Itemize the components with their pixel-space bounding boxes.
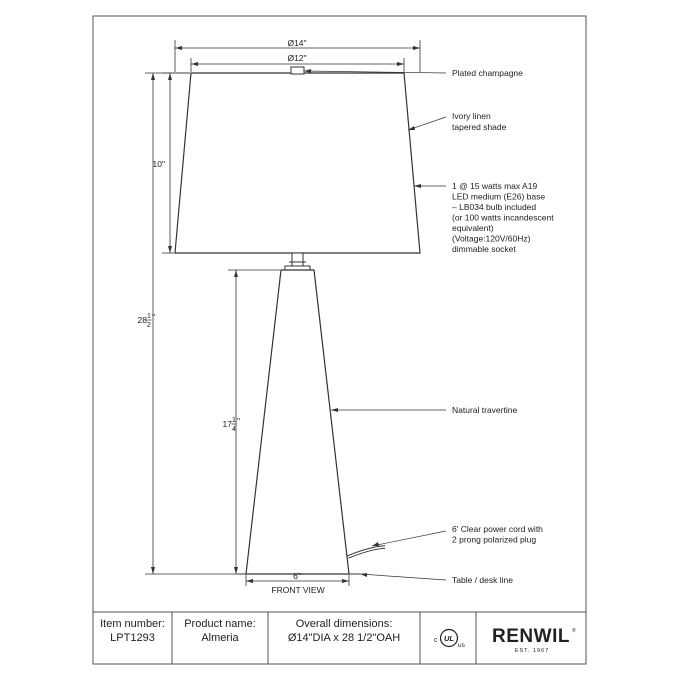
socket-neck bbox=[292, 253, 303, 266]
callout-bulb-line: dimmable socket bbox=[452, 244, 516, 254]
brand-name: RENWIL bbox=[492, 626, 570, 647]
dimension-overall-height bbox=[145, 73, 245, 574]
finial bbox=[291, 67, 304, 74]
overall-dimensions-value: Ø14"DIA x 28 1/2"OAH bbox=[287, 632, 401, 644]
item-number-value: LPT1293 bbox=[110, 632, 155, 644]
dim-overall-height-num: 1 bbox=[147, 313, 151, 320]
callout-cord-line: 6' Clear power cord with bbox=[452, 524, 543, 534]
overall-dimensions-label: Overall dimensions: bbox=[295, 618, 393, 630]
callout-cord bbox=[452, 524, 545, 545]
ul-certification-mark bbox=[434, 630, 466, 650]
callout-shade-line: Ivory linen bbox=[452, 111, 491, 121]
product-name-value: Almeria bbox=[201, 632, 239, 644]
title-cell-item bbox=[93, 617, 172, 661]
callout-cord-line: 2 prong polarized plug bbox=[452, 534, 537, 545]
dim-shade-inner-dia: Ø12" bbox=[287, 53, 307, 63]
leader-lines bbox=[304, 71, 446, 580]
dim-base-height-num: 1 bbox=[232, 417, 236, 424]
dim-base-height-whole: 17 bbox=[222, 419, 232, 429]
cert-ul: UL bbox=[444, 634, 454, 643]
callout-finial-line: Plated champagne bbox=[452, 68, 523, 78]
dim-shade-height: 10" bbox=[152, 159, 165, 169]
title-cell-product bbox=[172, 617, 268, 661]
callout-bulb-line: equivalent) bbox=[452, 223, 494, 233]
dim-base-height-suffix: " bbox=[237, 416, 241, 426]
cert-c: c bbox=[434, 637, 438, 644]
brand-tagline: EST. 1967 bbox=[514, 648, 550, 654]
dim-overall-height-whole: 28 bbox=[137, 315, 147, 325]
lamp-body-travertine bbox=[246, 270, 349, 574]
dim-overall-height-suffix: " bbox=[152, 312, 156, 322]
view-label: FRONT VIEW bbox=[271, 585, 325, 595]
callout-body bbox=[452, 405, 517, 415]
callout-shade bbox=[452, 111, 507, 132]
dim-overall-height-den: 2 bbox=[147, 322, 151, 329]
product-name-label: Product name: bbox=[184, 618, 256, 630]
dimension-shade-height bbox=[162, 73, 190, 253]
callout-bulb bbox=[452, 181, 556, 254]
callout-bulb-line: – LB034 bulb included bbox=[452, 202, 537, 212]
callout-bulb-line: 1 @ 15 watts max A19 bbox=[452, 181, 538, 191]
callout-bulb-line: (Voltage:120V/60Hz) bbox=[452, 233, 531, 244]
renwil-logo bbox=[492, 626, 576, 654]
dim-shade-top-dia: Ø14" bbox=[287, 38, 307, 48]
callout-body-line: Natural travertine bbox=[452, 405, 518, 415]
callout-table-line: Table / desk line bbox=[452, 575, 513, 585]
callout-finial bbox=[452, 68, 523, 78]
cert-us: us bbox=[458, 642, 465, 649]
callout-bulb-line: LED medium (E26) base bbox=[452, 191, 546, 202]
leader-arrowheads bbox=[304, 69, 421, 577]
callout-bulb-line: (or 100 watts incandescent bbox=[452, 212, 554, 223]
page-border bbox=[93, 16, 586, 664]
dim-base-width: 6" bbox=[293, 571, 301, 581]
dim-base-height-den: 4 bbox=[232, 426, 236, 433]
item-number-label: Item number: bbox=[100, 618, 165, 630]
lamp-shade bbox=[175, 73, 420, 253]
callout-table bbox=[452, 575, 513, 585]
brand-registered-mark: ® bbox=[572, 628, 576, 634]
title-cell-overall bbox=[268, 617, 420, 661]
callout-shade-line: tapered shade bbox=[452, 122, 507, 132]
